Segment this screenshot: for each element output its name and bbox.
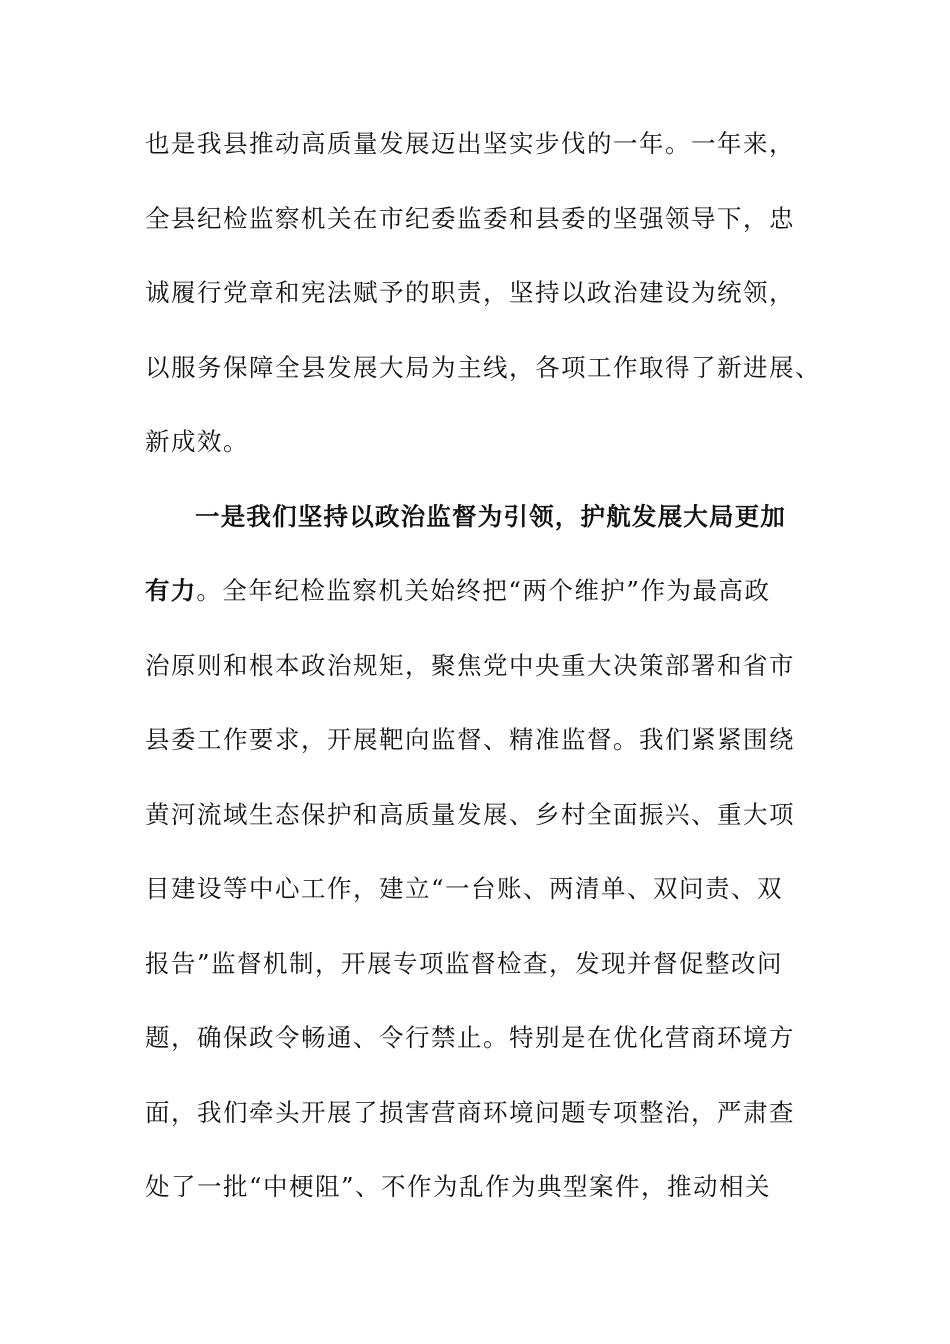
paragraph2-line-9: 处了一批“中梗阻”、不作为乱作为典型案件，推动相关 — [145, 1172, 772, 1201]
paragraph2-line-1-rest: 。全年纪检监察机关始终把“两个维护”作为最高政 — [196, 576, 771, 605]
paragraph1-line-4: 以服务保障全县发展大局为主线，各项工作取得了新进展、 — [145, 352, 821, 382]
paragraph1-line-5: 新成效。 — [145, 427, 249, 456]
paragraph2-line-3: 县委工作要求，开展靶向监督、精准监督。我们紧紧围绕 — [145, 725, 795, 754]
paragraph2-heading-line: 一是我们坚持以政治监督为引领，护航发展大局更加 — [195, 501, 787, 531]
body-text — [145, 119, 821, 1237]
paragraph2-line-8: 面，我们牵头开展了损害营商环境问题专项整治，严肃查 — [145, 1097, 795, 1127]
paragraph1-line-2: 全县纪检监察机关在市纪委监委和县委的坚强领导下，忠 — [145, 203, 795, 233]
paragraph2-line-1 — [145, 566, 805, 641]
paragraph2-line-5: 目建设等中心工作，建立“一台账、两清单、双问责、双 — [145, 874, 784, 903]
paragraph2-line-2: 治原则和根本政治规矩，聚焦党中央重大决策部署和省市 — [145, 650, 795, 680]
paragraph2-line-4: 黄河流域生态保护和高质量发展、乡村全面振兴、重大项 — [145, 799, 795, 829]
paragraph2-line-6: 报告”监督机制，开展专项监督检查，发现并督促整改问 — [145, 948, 784, 978]
paragraph2-line-7: 题，确保政令畅通、令行禁止。特别是在优化营商环境方 — [145, 1023, 795, 1052]
paragraph1-line-1: 也是我县推动高质量发展迈出坚实步伐的一年。一年来， — [145, 129, 795, 158]
paragraph1-line-3: 诚履行党章和宪法赋予的职责，坚持以政治建设为统领， — [145, 278, 795, 307]
paragraph2-heading-tail: 有力 — [145, 576, 197, 605]
